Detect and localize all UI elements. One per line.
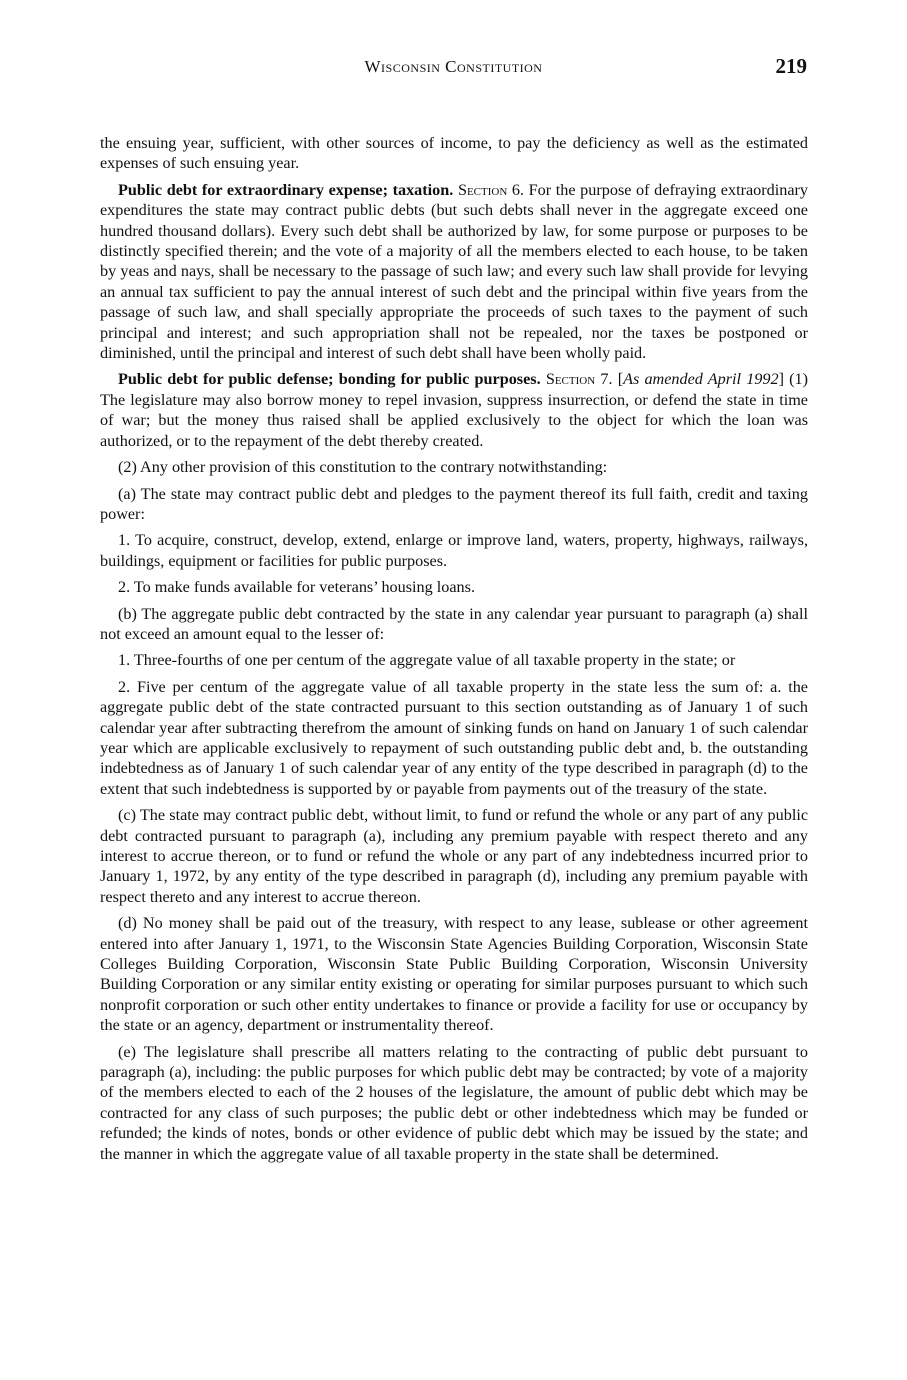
section-6-number: 6. — [511, 180, 525, 199]
paragraph-e: (e) The legislature shall prescribe all matters relating to the contracting of public debt pursuant to paragraph (a), including: the public purposes for which public debt may be contracted; by vote of a majority of the members elected to each of the 2 houses of the legislature, the amount of public debt which may be contracted for any class of such purposes; the public debt or other indebtedness which may be funded or refunded; the kinds of notes, bonds or other evidence of public debt which may be issued by the state; and the manner in which the aggregate value of all taxable property in the state shall be determined. — [100, 1042, 808, 1163]
paragraph-d: (d) No money shall be paid out of the treasury, with respect to any lease, sublease or other agreement entered into after January 1, 1971, to the Wisconsin State Agencies Building Corporation, Wisconsin State Colleges Building Corporation, Wisconsin State Public Building Corporation, Wisconsin University Building Corporation or any similar entity existing or operating for similar purposes pursuant to which such nonprofit corporation or such other entity undertakes to finance or provide a facility for use or occupancy by the state or an agency, department or instrumentality thereof. — [100, 914, 808, 1035]
section-7-heading: Public debt for public defense; bonding for public purposes. — [118, 370, 541, 389]
paragraph-b: (b) The aggregate public debt contracted by the state in any calendar year pursuant to paragraph (a) shall not exceed an amount equal to the lesser of: — [100, 604, 808, 643]
paragraph-a: (a) The state may contract public debt and pledges to the payment thereof its full faith, credit and taxing power: — [100, 484, 808, 523]
paragraph-a-item-1: 1. To acquire, construct, develop, extend, enlarge or improve land, waters, property, highways, railways, buildings, equipment or facilities for public purposes. — [100, 531, 808, 570]
continued-paragraph: the ensuing year, sufficient, with other sources of income, to pay the deficiency as well as the estimated expenses of such ensuing year. — [100, 134, 808, 173]
paragraph-b-item-1: 1. Three-fourths of one per centum of the aggregate value of all taxable property in the state; or — [118, 651, 736, 670]
section-6-body: For the purpose of defraying extraordinary expenditures the state may contract public debts (but such debts shall never in the aggregate exceed one hundred thousand dollars). Every such debt shall be authorized by law, for some purpose or purposes to be distinctly specified therein; and the vote of a majority of all the members elected to each house, to be taken by yeas and nays, shall be necessary to the passage of such law; and every such law shall provide for levying an annual tax sufficient to pay the annual interest of such debt and the principal within five years from the passage of such law, and shall specially appropriate the proceeds of such taxes to the payment of such principal and interest; and such appropriation shall not be repealed, nor the taxes be postponed or diminished, until the principal and interest of such debt shall have been wholly paid. — [100, 180, 809, 363]
running-title: Wisconsin Constitution — [364, 57, 543, 76]
section-6-paragraph — [100, 180, 808, 364]
paragraph-b-item-2: 2. Five per centum of the aggregate value of all taxable property in the state less the sum of: a. the aggregate public debt of the state contracted pursuant to this section outstanding as of January 1 of such calendar year after subtracting therefrom the amount of sinking funds on hand on January 1 of such calendar year which are applicable exclusively to repayment of such outstanding public debt and, b. the outstanding indebtedness as of January 1 of such calendar year of any entity of the type described in paragraph (d) to the extent that such indebtedness is supported by or payable from payments out of the treasury of the state. — [100, 677, 808, 798]
paragraph-c: (c) The state may contract public debt, without limit, to fund or refund the whole or any part of any public debt contracted pursuant to paragraph (a), including any premium payable with respect thereto and any interest to accrue thereon, or to fund or refund the whole or any part of any indebtedness incurred prior to January 1, 1972, by any entity of the type described in paragraph (d), including any premium payable with respect thereto and any interest to accrue thereon. — [100, 806, 808, 906]
paragraph-a-item-2: 2. To make funds available for veterans’ housing loans. — [118, 578, 475, 597]
page-header — [100, 52, 807, 82]
amendment-close-bracket: ] — [778, 370, 784, 389]
amendment-open-bracket: [ — [617, 370, 624, 389]
page-number: 219 — [775, 54, 807, 78]
section-7-subsection-1: (1) The legislature may also borrow money to repel invasion, suppress insurrection, or defend the state in time of war; but the money thus raised shall be applied exclusively to the object for which the loan was authorized, or to the repayment of the debt thereby created. — [100, 370, 809, 450]
page-body — [100, 133, 808, 1170]
section-7-paragraph — [100, 369, 808, 451]
section-6-label: Section — [457, 180, 508, 199]
section-6-heading: Public debt for extraordinary expense; taxation. — [118, 180, 454, 199]
amendment-note: As amended April 1992 — [623, 370, 779, 389]
section-7-label: Section — [545, 370, 596, 389]
section-7-subsection-2: (2) Any other provision of this constitution to the contrary notwithstanding: — [118, 458, 608, 477]
section-7-number: 7. — [600, 370, 613, 389]
